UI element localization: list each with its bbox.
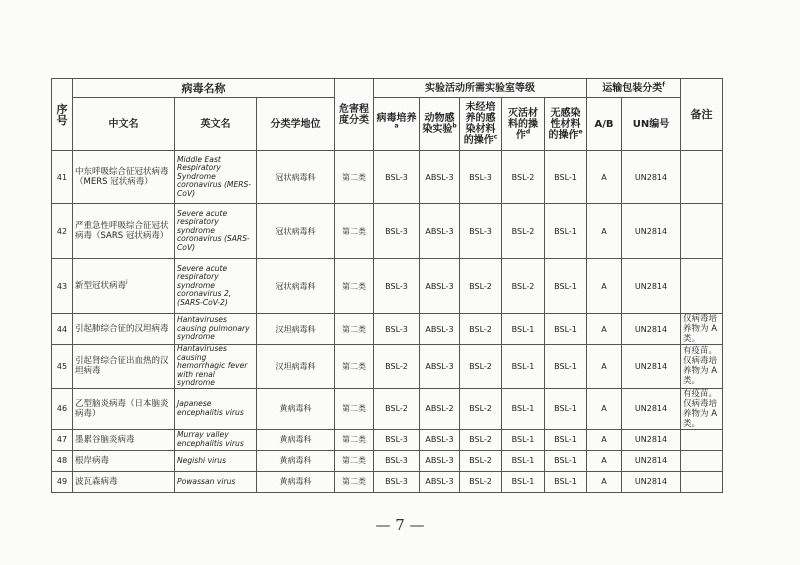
cell-en: Hantaviruses causing pulmonary syndrome: [175, 314, 257, 345]
virus-table: [51, 78, 723, 493]
cell-culture: BSL-2: [374, 388, 420, 429]
cell-remarks: [681, 151, 723, 204]
cell-noninfectious: BSL-1: [545, 204, 587, 259]
cell-inactivated: BSL-2: [502, 151, 545, 204]
header-animal: [420, 98, 460, 151]
cell-tax: 冠状病毒科: [257, 151, 335, 204]
cell-tax: 黄病毒科: [257, 388, 335, 429]
cell-animal: ABSL-3: [420, 204, 460, 259]
cell-ab: A: [587, 345, 622, 389]
header-seq: 序号: [52, 79, 73, 151]
cell-remarks: [681, 471, 723, 492]
cell-tax: 黄病毒科: [257, 429, 335, 450]
header-transport: [587, 79, 681, 98]
cell-en: Severe acute respiratory syndrome coronavirus (SARS-CoV): [175, 204, 257, 259]
cell-culture: BSL-3: [374, 471, 420, 492]
table-row: [52, 450, 723, 471]
cell-remarks: 仅病毒培养物为 A 类。: [681, 314, 723, 345]
cell-noninfectious: BSL-1: [545, 471, 587, 492]
cell-noninfectious: BSL-1: [545, 388, 587, 429]
cell-tax: 冠状病毒科: [257, 259, 335, 314]
cell-en: Powassan virus: [175, 471, 257, 492]
cell-remarks: [681, 429, 723, 450]
table-row: [52, 151, 723, 204]
header-inactivated: [502, 98, 545, 151]
cell-cn: 根岸病毒: [73, 450, 175, 471]
header-uncultured-sup: c: [493, 133, 498, 141]
cell-cn: 波瓦森病毒: [73, 471, 175, 492]
cell-hazard: 第二类: [335, 471, 374, 492]
cell-uncultured: BSL-2: [460, 388, 502, 429]
cell-inactivated: BSL-1: [502, 429, 545, 450]
cell-culture: BSL-3: [374, 314, 420, 345]
cell-tax: 黄病毒科: [257, 450, 335, 471]
header-un: UN编号: [622, 98, 681, 151]
cell-seq: 49: [52, 471, 73, 492]
cell-seq: 44: [52, 314, 73, 345]
header-remarks: 备注: [681, 79, 723, 151]
cell-en: Middle East Respiratory Syndrome coronavirus (MERS-CoV): [175, 151, 257, 204]
cell-uncultured: BSL-2: [460, 450, 502, 471]
cell-culture: BSL-2: [374, 345, 420, 389]
cell-ab: A: [587, 151, 622, 204]
header-noninfectious-label: 无感染性材料的操作: [548, 107, 581, 141]
header-noninfectious-sup: e: [578, 128, 583, 136]
cell-uncultured: BSL-2: [460, 259, 502, 314]
cell-ab: A: [587, 388, 622, 429]
cell-inactivated: BSL-1: [502, 471, 545, 492]
cell-noninfectious: BSL-1: [545, 450, 587, 471]
cell-un: UN2814: [622, 345, 681, 389]
cell-hazard: 第二类: [335, 259, 374, 314]
cell-animal: ABSL-3: [420, 314, 460, 345]
cell-remarks: [681, 450, 723, 471]
header-uncultured: [460, 98, 502, 151]
cell-inactivated: BSL-2: [502, 204, 545, 259]
table-row: [52, 345, 723, 389]
cell-culture: BSL-3: [374, 259, 420, 314]
cell-cn: 严重急性呼吸综合征冠状病毒（SARS 冠状病毒）: [73, 204, 175, 259]
cell-un: UN2814: [622, 151, 681, 204]
table-row: [52, 471, 723, 492]
cell-un: UN2814: [622, 388, 681, 429]
header-english-name: 英文名: [175, 98, 257, 151]
table-row: [52, 204, 723, 259]
cell-noninfectious: BSL-1: [545, 151, 587, 204]
header-animal-sup: b: [452, 122, 457, 130]
cell-animal: ABSL-3: [420, 471, 460, 492]
cell-tax: 汉坦病毒科: [257, 314, 335, 345]
cell-en: Murray valley encephalitis virus: [175, 429, 257, 450]
header-hazard: 危害程度分类: [335, 79, 374, 151]
cell-remarks: [681, 204, 723, 259]
cell-noninfectious: BSL-1: [545, 314, 587, 345]
header-culture: [374, 98, 420, 151]
cell-seq: 41: [52, 151, 73, 204]
cell-en: Negishi virus: [175, 450, 257, 471]
cell-culture: BSL-3: [374, 204, 420, 259]
cell-cn-text: 新型冠状病毒: [75, 281, 127, 291]
header-uncultured-label: 未经培养的感染材料的操作: [463, 102, 496, 146]
cell-seq: 45: [52, 345, 73, 389]
header-virus-name: 病毒名称: [73, 79, 335, 98]
cell-culture: BSL-3: [374, 429, 420, 450]
header-culture-sup: a: [394, 122, 399, 130]
cell-un: UN2814: [622, 429, 681, 450]
cell-uncultured: BSL-2: [460, 345, 502, 389]
cell-culture: BSL-3: [374, 450, 420, 471]
cell-cn: 中东呼吸综合征冠状病毒（MERS 冠状病毒）: [73, 151, 175, 204]
cell-ab: A: [587, 471, 622, 492]
cell-uncultured: BSL-3: [460, 204, 502, 259]
cell-hazard: 第二类: [335, 204, 374, 259]
cell-tax: 汉坦病毒科: [257, 345, 335, 389]
cell-un: UN2814: [622, 259, 681, 314]
table-row: [52, 388, 723, 429]
cell-inactivated: BSL-1: [502, 450, 545, 471]
cell-seq: 48: [52, 450, 73, 471]
table-row: [52, 259, 723, 314]
cell-inactivated: BSL-2: [502, 259, 545, 314]
cell-remarks: 有疫苗。仅病毒培养物为 A 类。: [681, 345, 723, 389]
cell-hazard: 第二类: [335, 345, 374, 389]
cell-cn: 引起肾综合征出血热的汉坦病毒: [73, 345, 175, 389]
cell-cn-footnote: i: [126, 279, 128, 287]
cell-hazard: 第二类: [335, 314, 374, 345]
cell-remarks: 有疫苗。仅病毒培养物为 A 类。: [681, 388, 723, 429]
cell-hazard: 第二类: [335, 388, 374, 429]
cell-culture: BSL-3: [374, 151, 420, 204]
cell-animal: ABSL-3: [420, 429, 460, 450]
cell-noninfectious: BSL-1: [545, 259, 587, 314]
cell-tax: 黄病毒科: [257, 471, 335, 492]
header-animal-label: 动物感染实验: [422, 113, 455, 135]
cell-noninfectious: BSL-1: [545, 345, 587, 389]
header-transport-sup: f: [662, 81, 665, 89]
cell-remarks: [681, 259, 723, 314]
header-inactivated-label: 灭活材料的操作: [508, 107, 539, 141]
header-transport-label: 运输包装分类: [602, 82, 663, 94]
header-noninfectious: [545, 98, 587, 151]
cell-uncultured: BSL-2: [460, 471, 502, 492]
cell-inactivated: BSL-1: [502, 388, 545, 429]
cell-cn: 乙型脑炎病毒（日本脑炎病毒）: [73, 388, 175, 429]
cell-en: Japanese encephalitis virus: [175, 388, 257, 429]
cell-seq: 43: [52, 259, 73, 314]
cell-en: Hantaviruses causing hemorrhagic fever with renal syndrome: [175, 345, 257, 389]
cell-animal: ABSL-3: [420, 151, 460, 204]
cell-hazard: 第二类: [335, 151, 374, 204]
cell-animal: ABSL-2: [420, 388, 460, 429]
table-row: [52, 314, 723, 345]
cell-ab: A: [587, 259, 622, 314]
cell-animal: ABSL-3: [420, 259, 460, 314]
cell-cn: 引起肺综合征的汉坦病毒: [73, 314, 175, 345]
cell-animal: ABSL-3: [420, 345, 460, 389]
cell-tax: 冠状病毒科: [257, 204, 335, 259]
cell-noninfectious: BSL-1: [545, 429, 587, 450]
cell-cn: 墨累谷脑炎病毒: [73, 429, 175, 450]
cell-un: UN2814: [622, 450, 681, 471]
cell-un: UN2814: [622, 314, 681, 345]
table-row: [52, 429, 723, 450]
header-taxonomy: 分类学地位: [257, 98, 335, 151]
header-inactivated-sup: d: [525, 128, 531, 136]
cell-ab: A: [587, 314, 622, 345]
cell-ab: A: [587, 429, 622, 450]
header-ab: A/B: [587, 98, 622, 151]
cell-ab: A: [587, 204, 622, 259]
cell-seq: 46: [52, 388, 73, 429]
page-number: — 7 —: [375, 516, 425, 534]
cell-hazard: 第二类: [335, 450, 374, 471]
header-lab-level: 实验活动所需实验室等级: [374, 79, 587, 98]
cell-uncultured: BSL-2: [460, 429, 502, 450]
cell-hazard: 第二类: [335, 429, 374, 450]
cell-uncultured: BSL-2: [460, 314, 502, 345]
cell-seq: 42: [52, 204, 73, 259]
cell-ab: A: [587, 450, 622, 471]
cell-en: Severe acute respiratory syndrome coronavirus 2, (SARS-CoV-2): [175, 259, 257, 314]
cell-seq: 47: [52, 429, 73, 450]
cell-cn: [73, 259, 175, 314]
cell-un: UN2814: [622, 204, 681, 259]
header-culture-label: 病毒培养: [376, 113, 417, 124]
cell-animal: ABSL-3: [420, 450, 460, 471]
cell-uncultured: BSL-3: [460, 151, 502, 204]
cell-un: UN2814: [622, 471, 681, 492]
cell-inactivated: BSL-1: [502, 345, 545, 389]
header-chinese-name: 中文名: [73, 98, 175, 151]
cell-inactivated: BSL-1: [502, 314, 545, 345]
